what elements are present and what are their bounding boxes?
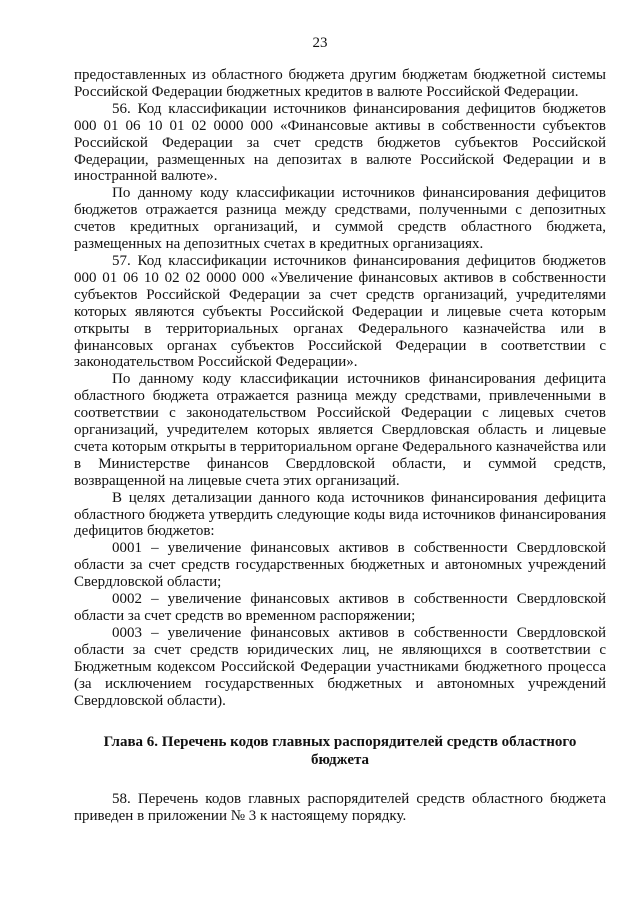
paragraph-code-0002: 0002 – увеличение финансовых активов в собственности Свердловской области за счет средств во временном распоряжении; — [74, 591, 606, 624]
page-number: 23 — [312, 35, 328, 51]
paragraph-item-56: 56. Код классификации источников финансирования дефицитов бюджетов 000 01 06 10 01 02 0000 000 «Финансовые активы в собственности субъектов Российской Федерации за счет средств бюджетов субъектов Российской Федерации, размещенных на депозитах в валюте Российской Федерации и в иностранной валюте». — [74, 100, 606, 185]
paragraph-item-57: 57. Код классификации источников финансирования дефицитов бюджетов 000 01 06 10 02 02 0000 000 «Увеличение финансовых активов в собственности субъектов Российской Федерации за счет средств организаций, учредителями которых являются субъекты Российской Федерации и лицевые счета которым открыты в территориальных органах Федерального казначейства или в финансовых органах субъектов Российской Федерации в соответствии с законодательством Российской Федерации». — [74, 252, 606, 371]
chapter-title: Глава 6. Перечень кодов главных распорядителей средств областного бюджета — [103, 734, 577, 769]
document-body — [74, 67, 606, 825]
paragraph-item-57-explanation: По данному коду классификации источников финансирования дефицита областного бюджета отражается разница между средствами, привлеченными в соответствии с законодательством Российской Федерации с лицевых счетов организаций, учредителем которых является Свердловская область и лицевые счета которым открыты в территориальном органе Федерального казначейства или в Министерстве финансов Свердловской области, и суммой средств, возвращенной на лицевые счета этих организаций. — [74, 371, 606, 489]
paragraph-item-56-explanation: По данному коду классификации источников финансирования дефицитов бюджетов отражается разница между средствами, полученными с депозитных счетов кредитных организаций, и суммой средств областного бюджета, размещенных на депозитных счетах в кредитных организациях. — [74, 185, 606, 253]
paragraph-item-58: 58. Перечень кодов главных распорядителей средств областного бюджета приведен в приложении № 3 к настоящему порядку. — [74, 791, 606, 825]
paragraph-code-0001: 0001 – увеличение финансовых активов в собственности Свердловской области за счет средств государственных бюджетных и автономных учреждений Свердловской области; — [74, 540, 606, 591]
paragraph-detailing-intro: В целях детализации данного кода источников финансирования дефицита областного бюджета утвердить следующие коды вида источников финансирования дефицитов бюджетов: — [74, 489, 606, 540]
paragraph-code-0003: 0003 – увеличение финансовых активов в собственности Свердловской области за счет средств юридических лиц, не являющихся в соответствии с Бюджетным кодексом Российской Федерации участниками бюджетного процесса (за исключением государственных бюджетных и автономных учреждений Свердловской области). — [74, 624, 606, 709]
paragraph-continuation: предоставленных из областного бюджета другим бюджетам бюджетной системы Российской Федерации бюджетных кредитов в валюте Российской Федерации. — [74, 67, 606, 100]
